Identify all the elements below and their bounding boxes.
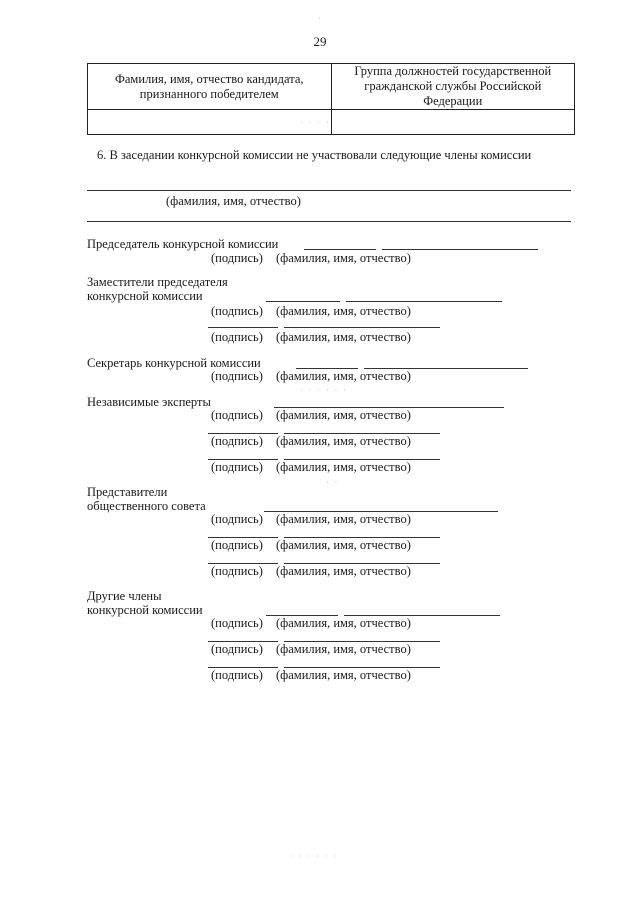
name-caption: (фамилия, имя, отчество) [276,460,411,474]
name-caption: (фамилия, имя, отчество) [276,369,411,383]
signature-caption: (подпись) [211,668,263,682]
winner-table [87,63,575,135]
name-caption: (фамилия, имя, отчество) [276,330,411,344]
name-caption: (фамилия, имя, отчество) [276,564,411,578]
public-council-label-line1: Представители [87,485,168,499]
signature-caption: (подпись) [211,369,263,383]
signature-caption: (подпись) [211,408,263,422]
signature-caption: (подпись) [211,564,263,578]
signature-line [266,301,340,302]
signature-caption: (подпись) [211,642,263,656]
signature-caption: (подпись) [211,251,263,265]
fill-line [87,221,571,222]
name-line [382,249,538,250]
table-header-position-group: Группа должностей государственной гражданской службы Российской Федерации [331,64,575,110]
signature-caption: (подпись) [211,330,263,344]
name-caption: (фамилия, имя, отчество) [276,434,411,448]
table-header-candidate: Фамилия, имя, отчество кандидата, признанного победителем [88,64,332,110]
other-members-label-line2: конкурсной комиссии [87,603,203,617]
name-caption: (фамилия, имя, отчество) [276,668,411,682]
public-council-label-line2: общественного совета [87,499,206,513]
scan-noise: · · · · · · [300,386,348,395]
other-members-label-line1: Другие члены [87,589,162,603]
name-caption: (фамилия, имя, отчество) [276,408,411,422]
scan-noise: · [318,14,323,23]
deputies-label-line2: конкурсной комиссии [87,289,203,303]
scan-noise: · · · · [300,118,331,127]
name-caption: (фамилия, имя, отчество) [276,251,411,265]
name-line [346,301,502,302]
scan-noise: · · [326,478,340,487]
paragraph-6: 6. В заседании конкурсной комиссии не участвовали следующие члены комиссии [97,148,532,162]
fill-line [87,190,571,191]
signature-caption: (подпись) [211,616,263,630]
signature-caption: (подпись) [211,460,263,474]
signature-caption: (подпись) [211,512,263,526]
signature-line [208,327,278,328]
name-caption: (фамилия, имя, отчество) [276,642,411,656]
table-cell [88,110,332,135]
chairman-label: Председатель конкурсной комиссии [87,237,279,251]
signature-line [304,249,376,250]
name-caption: (фамилия, имя, отчество) [276,616,411,630]
secretary-label: Секретарь конкурсной комиссии [87,356,261,370]
name-caption: (фамилия, имя, отчество) [276,512,411,526]
experts-label: Независимые эксперты [87,395,211,409]
name-caption: (фамилия, имя, отчество) [276,304,411,318]
name-line [284,327,440,328]
page-number: 29 [313,34,327,49]
signature-caption: (подпись) [211,538,263,552]
name-caption: (фамилия, имя, отчество) [276,538,411,552]
fio-caption: (фамилия, имя, отчество) [166,194,301,208]
table-cell [331,110,575,135]
signature-caption: (подпись) [211,434,263,448]
scan-noise: · · · · · · [290,852,338,861]
deputies-label-line1: Заместители председателя [87,275,228,289]
signature-caption: (подпись) [211,304,263,318]
